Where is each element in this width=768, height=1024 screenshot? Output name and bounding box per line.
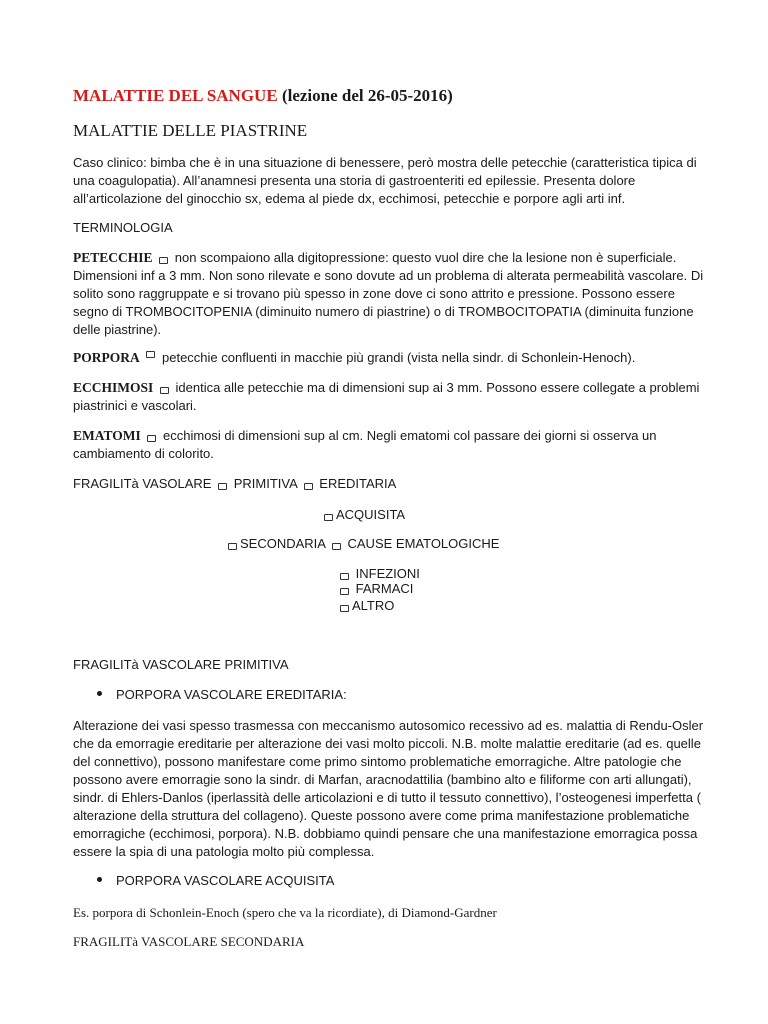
scheme-row-secondaria — [228, 535, 499, 553]
scheme-farmaci-label: FARMACI — [355, 581, 414, 596]
porpora-definition — [73, 349, 705, 367]
lesson-title — [73, 86, 453, 106]
arrow-icon — [160, 387, 169, 394]
scheme-row-acquisita — [324, 506, 405, 524]
scheme-secondaria: SECONDARIA — [240, 536, 326, 551]
scheme-cause: CAUSE EMATOLOGICHE — [347, 536, 500, 551]
bullet-porpora-ereditaria — [97, 686, 347, 704]
arrow-icon — [228, 543, 237, 550]
porpora-text: petecchie confluenti in macchie più grandi (vista nella sindr. di Schonlein-Henoch). — [162, 350, 636, 365]
scheme-row-primitiva — [73, 475, 396, 493]
arrow-icon — [146, 351, 155, 358]
title-lesson-date: (lezione del 26-05-2016) — [277, 86, 453, 105]
arrow-icon — [340, 588, 349, 595]
petecchie-text: non scompaiono alla digitopressione: questo vuol dire che la lesione non è superficiale. Dimensioni inf a 3 mm. Non sono rilevate e sono dovute ad un problema di alterata permeabilità vascolare. Di solito sono raggruppate e si trovano più spesso in zone dove ci sono attrito e pressione. Possono essere segno di TROMBOCITOPENIA (diminuito numero di piastrine) o di TROMBOCITOPATIA (diminuita funzione delle piastrine). — [73, 250, 704, 337]
arrow-icon — [147, 435, 156, 442]
arrow-icon — [332, 543, 341, 550]
ematomi-text: ecchimosi di dimensioni sup al cm. Negli ematomi col passare dei giorni si osserva un cambiamento di colorito. — [73, 428, 657, 461]
bullet-porpora-acquisita — [97, 872, 334, 890]
primitive-heading: FRAGILITà VASCOLARE PRIMITIVA — [73, 657, 289, 672]
ecchimosi-term: ECCHIMOSI — [73, 380, 154, 395]
bullet-porpora-ereditaria-label: PORPORA VASCOLARE EREDITARIA: — [116, 687, 347, 702]
arrow-icon — [218, 483, 227, 490]
clinical-case-paragraph: Caso clinico: bimba che è in una situazione di benessere, però mostra delle petecchie (caratteristica tipica di una coagulopatia). All’anamnesi presenta una storia di gastroenteriti ed epilessie. Presenta dolore all’articolazione del ginocchio sx, edema al piede dx, ecchimosi, petecchie e porpore agli arti inf. — [73, 155, 697, 206]
terminology-heading: TERMINOLOGIA — [73, 220, 173, 235]
bullet-icon — [97, 877, 102, 882]
ematomi-definition — [73, 427, 705, 463]
arrow-icon — [324, 514, 333, 521]
scheme-root: FRAGILITà VASOLARE — [73, 476, 212, 491]
arrow-icon — [304, 483, 313, 490]
ecchimosi-definition — [73, 379, 705, 415]
section-title: MALATTIE DELLE PIASTRINE — [73, 121, 308, 140]
title-main: MALATTIE DEL SANGUE — [73, 86, 278, 105]
ematomi-term: EMATOMI — [73, 428, 141, 443]
primitive-paragraph: Alterazione dei vasi spesso trasmessa con meccanismo autosomico recessivo ad es. malattia di Rendu-Osler che da emorragie ereditarie per alterazione dei vasi molto piccoli. N.B. molte malattie ereditarie (ad es. quelle del connettivo), possono manifestare come primo sintomo problematiche emorragiche. Altre patologie che possono avere emorragie sono la sindr. di Marfan, aracnodattilia (bambino alto e filiforme con arti allungati), sindr. di Ehlers-Danlos (iperlassità delle articolazioni e di tutto il tessuto connettivo), l’osteogenesi imperfetta ( alterazione della struttura del collageno). Queste possono avere come prima manifestazione problematiche emorragiche (ecchimosi, porpora). N.B. dobbiamo quindi pensare che una manifestazione emorragica possa essere la spia di una patologia molto più complessa. — [73, 718, 704, 859]
ecchimosi-text: identica alle petecchie ma di dimensioni sup ai 3 mm. Possono essere collegate a problemi piastrinici e vascolari. — [73, 380, 700, 413]
scheme-altro — [340, 597, 394, 615]
petecchie-term: PETECCHIE — [73, 250, 153, 265]
scheme-altro-label: ALTRO — [352, 598, 395, 613]
example-line: Es. porpora di Schonlein-Enoch (spero che va la ricordiate), di Diamond-Gardner — [73, 905, 497, 920]
arrow-icon — [159, 257, 168, 264]
arrow-icon — [340, 605, 349, 612]
bullet-porpora-acquisita-label: PORPORA VASCOLARE ACQUISITA — [116, 873, 335, 888]
petecchie-definition — [73, 249, 705, 339]
secondary-heading: FRAGILITà VASCOLARE SECONDARIA — [73, 934, 305, 949]
bullet-icon — [97, 691, 102, 696]
scheme-farmaci — [340, 580, 413, 598]
arrow-icon — [340, 573, 349, 580]
scheme-acquisita: ACQUISITA — [336, 507, 406, 522]
scheme-primitiva: PRIMITIVA — [233, 476, 298, 491]
porpora-term: PORPORA — [73, 350, 140, 365]
scheme-ereditaria: EREDITARIA — [319, 476, 397, 491]
scheme-infezioni-label: INFEZIONI — [355, 566, 420, 581]
